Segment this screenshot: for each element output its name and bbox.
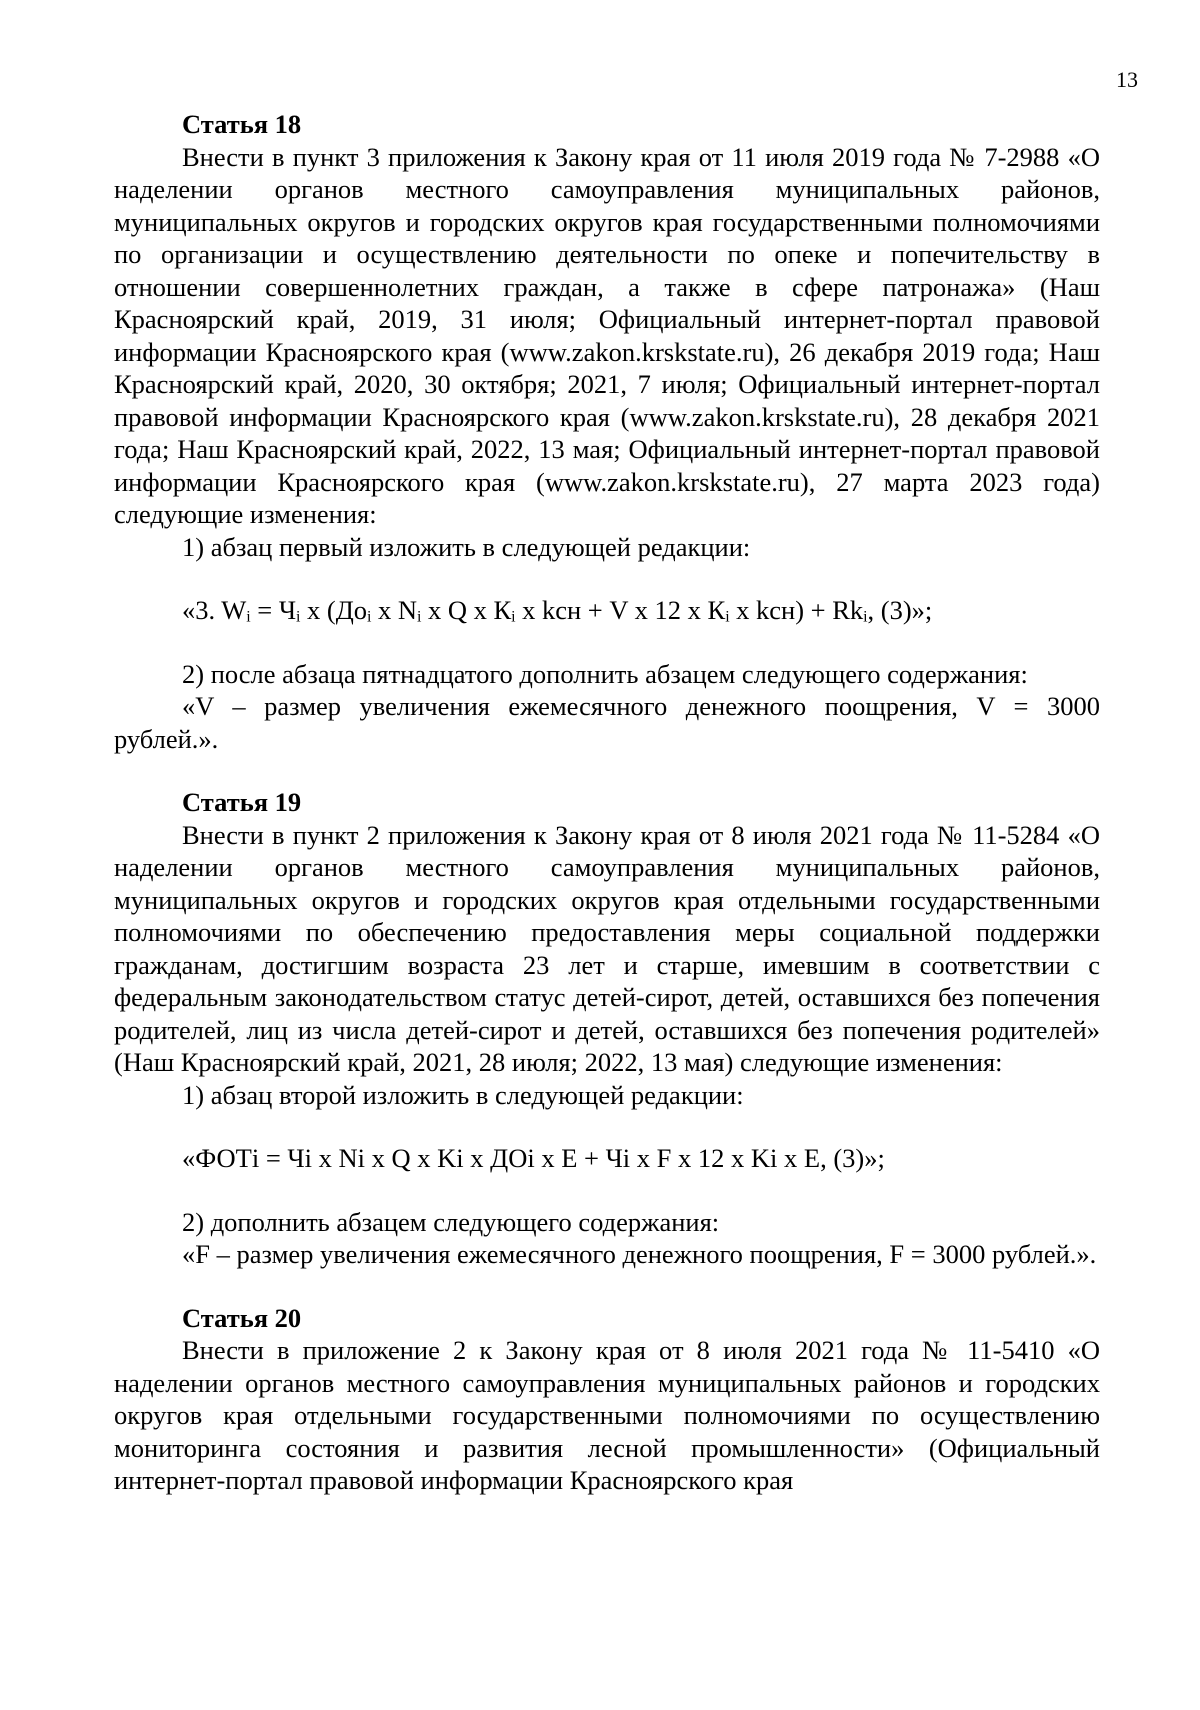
article-heading: Статья 20 [182, 1302, 302, 1333]
article-intro-paragraph: Внести в приложение 2 к Закону края от 8 июля 2021 года № 11-5410 «О наделении органов местного самоуправления муниципальных районов и городских округов края отдельными государственными полномочиями по осуществлению мониторинга состояния и развития лесной промышленности» (Официальный интернет-портал правовой информации Красноярского края [114, 1335, 1100, 1495]
formula-line: «ФОТi = Чi x Ni x Q x Ki x ДОi x Е + Чi x F x 12 x Ki x Е, (3)»; [182, 1143, 885, 1173]
article-heading: Статья 19 [182, 787, 302, 817]
formula-line: «3. Wᵢ = Чᵢ x (Доᵢ x Nᵢ x Q x Кᵢ x kсн + V x 12 x Кᵢ x kсн) + Rkᵢ, (3)»; [182, 595, 933, 625]
amendment-item-1: 1) абзац второй изложить в следующей редакции: [182, 1079, 744, 1110]
article-18 [114, 108, 1100, 755]
amendment-item-2: 2) после абзаца пятнадцатого дополнить абзацем следующего содержания: [182, 658, 1028, 689]
article-heading: Статья 18 [182, 109, 302, 139]
article-intro-paragraph: Внести в пункт 2 приложения к Закону края от 8 июля 2021 года № 11-5284 «О наделении органов местного самоуправления муниципальных районов, муниципальных округов и городских округов края отдельными государственными полномочиями по обеспечению предоставления меры социальной поддержки гражданам, достигшим возраста 23 лет и старше, имевшим в соответствии с федеральным законодательством статус детей-сирот, детей, оставшихся без попечения родителей, лиц из числа детей-сирот и детей, оставшихся без попечения родителей» (Наш Красноярский край, 2021, 28 июля; 2022, 13 мая) следующие изменения: [114, 819, 1100, 1077]
article-intro-paragraph: Внести в пункт 3 приложения к Закону края от 11 июля 2019 года № 7-2988 «О наделении органов местного самоуправления муниципальных районов, муниципальных округов и городских округов края государственными полномочиями по организации и осуществлению деятельности по опеке и попечительству в отношении совершеннолетних граждан, а также в сфере патронажа» (Наш Красноярский край, 2019, 31 июля; Официальный интернет-портал правовой информации Красноярского края (www.zakon.krskstate.ru), 26 декабря 2019 года; Наш Красноярский край, 2020, 30 октября; 2021, 7 июля; Официальный интернет-портал правовой информации Красноярского края (www.zakon.krskstate.ru), 28 декабря 2021 года; Наш Красноярский край, 2022, 13 мая; Официальный интернет-портал правовой информации Красноярского края (www.zakon.krskstate.ru), 27 марта 2023 года) следующие изменения: [114, 141, 1100, 529]
quoted-definition: «V – размер увеличения ежемесячного денежного поощрения, V = 3000 рублей.». [114, 691, 1100, 754]
page-number: 13 [1116, 67, 1138, 92]
document-body [114, 108, 1100, 1497]
article-20 [114, 1302, 1100, 1497]
quoted-definition: «F – размер увеличения ежемесячного денежного поощрения, F = 3000 рублей.». [182, 1239, 1097, 1269]
amendment-item-1: 1) абзац первый изложить в следующей редакции: [182, 531, 751, 562]
article-19 [114, 786, 1100, 1271]
amendment-item-2: 2) дополнить абзацем следующего содержания: [182, 1206, 720, 1237]
